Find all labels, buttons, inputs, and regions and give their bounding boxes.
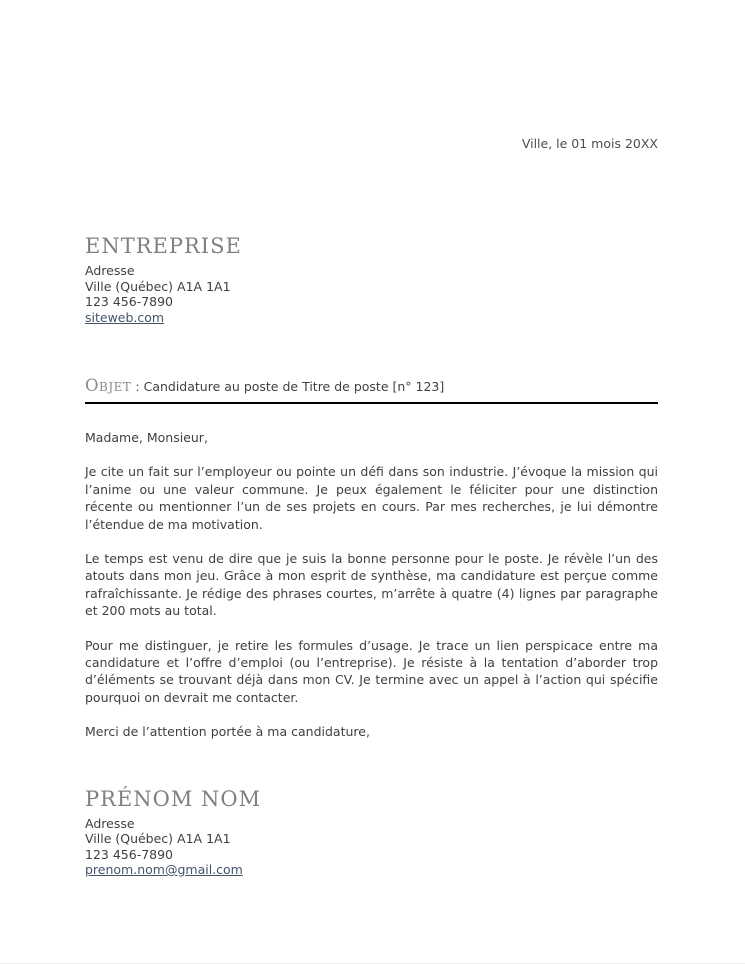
body-paragraph-3: Pour me distinguer, je retire les formules d’usage. Je trace un lien perspicace entre ma candidature et l’offre d’emploi (ou l’entreprise). Je résiste à la tentation d’aborder trop d’éléments se trouvant déjà dans mon CV. Je termine avec un appel à l’action qui spécifie pourquoi on devrait me contacter. — [85, 637, 658, 705]
recipient-address — [85, 263, 658, 325]
recipient-address-line: Ville (Québec) A1A 1A1 — [85, 278, 231, 294]
subject-separator: : — [131, 379, 144, 394]
recipient-address-line: Adresse — [85, 263, 135, 278]
sender-address — [85, 816, 658, 878]
signature-block — [85, 787, 658, 878]
sender-address-line: Adresse — [85, 815, 135, 831]
subject-text: Candidature au poste de Titre de poste [n° 123] — [143, 379, 445, 394]
sender-name: PRÉNOM NOM — [85, 786, 262, 811]
recipient-website-link[interactable]: siteweb.com — [85, 309, 165, 325]
sender-phone: 123 456-7890 — [85, 846, 174, 862]
sender-email-link[interactable]: prenom.nom@gmail.com — [85, 862, 243, 878]
subject-label: Objet — [85, 376, 132, 395]
body-paragraph-1: Je cite un fait sur l’employeur ou pointe un défi dans son industrie. J’évoque la mission qui l’anime ou une valeur commune. Je peux également le féliciter pour une distinction récente ou mentionner l’un de ses projets en cours. Par mes recherches, je lui démontre l’étendue de ma motivation. — [85, 464, 658, 532]
sender-address-line: Ville (Québec) A1A 1A1 — [85, 831, 231, 847]
body-paragraph-2: Le temps est venu de dire que je suis la bonne personne pour le poste. Je révèle l’un des atouts dans mon jeu. Grâce à mon esprit de synthèse, ma candidature est perçue comme rafraîchissante. Je rédige des phrases courtes, m’arrête à quatre (4) lignes par paragraphe et 200 mots au total. — [85, 551, 658, 619]
subject-row — [85, 375, 658, 404]
salutation-line: Madame, Monsieur, — [85, 430, 208, 445]
recipient-phone: 123 456-7890 — [85, 294, 174, 309]
date-line: Ville, le 01 mois 20XX — [521, 136, 658, 151]
recipient-block — [85, 234, 658, 325]
closing-line: Merci de l’attention portée à ma candidature, — [85, 724, 370, 740]
recipient-name: ENTREPRISE — [85, 234, 242, 258]
